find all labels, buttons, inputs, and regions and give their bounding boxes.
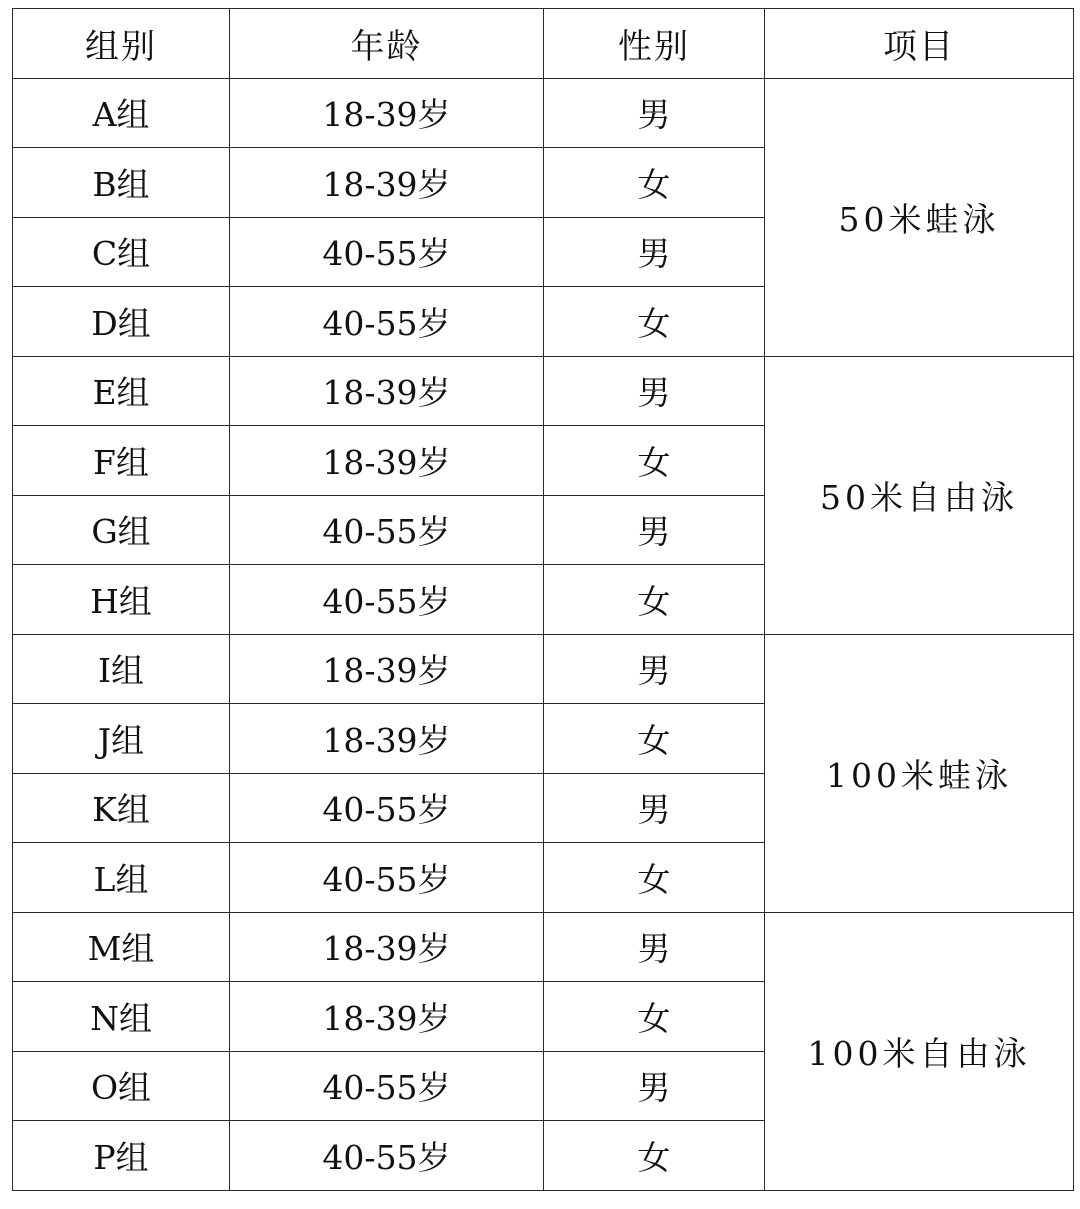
gender-cell: 女 xyxy=(544,565,765,635)
gender-cell: 男 xyxy=(544,634,765,704)
event-cell: 50米自由泳 xyxy=(765,356,1074,634)
event-cell: 100米自由泳 xyxy=(765,912,1074,1190)
gender-cell: 男 xyxy=(544,773,765,843)
gender-cell: 女 xyxy=(544,1121,765,1191)
group-cell: D组 xyxy=(13,287,230,357)
gender-cell: 女 xyxy=(544,704,765,774)
gender-cell: 男 xyxy=(544,356,765,426)
gender-cell: 女 xyxy=(544,148,765,218)
gender-cell: 女 xyxy=(544,843,765,913)
gender-cell: 女 xyxy=(544,287,765,357)
age-cell: 40-55岁 xyxy=(230,287,544,357)
table-row xyxy=(13,912,1074,982)
swim-groups-table xyxy=(12,8,1074,1191)
age-cell: 40-55岁 xyxy=(230,843,544,913)
group-cell: G组 xyxy=(13,495,230,565)
group-cell: N组 xyxy=(13,982,230,1052)
gender-cell: 男 xyxy=(544,1051,765,1121)
age-cell: 40-55岁 xyxy=(230,495,544,565)
group-cell: C组 xyxy=(13,217,230,287)
gender-cell: 女 xyxy=(544,426,765,496)
age-cell: 18-39岁 xyxy=(230,426,544,496)
group-cell: I组 xyxy=(13,634,230,704)
age-cell: 18-39岁 xyxy=(230,912,544,982)
event-cell: 100米蛙泳 xyxy=(765,634,1074,912)
age-cell: 40-55岁 xyxy=(230,1051,544,1121)
group-cell: B组 xyxy=(13,148,230,218)
age-cell: 40-55岁 xyxy=(230,773,544,843)
group-cell: J组 xyxy=(13,704,230,774)
group-cell: O组 xyxy=(13,1051,230,1121)
table-row xyxy=(13,356,1074,426)
group-cell: E组 xyxy=(13,356,230,426)
header-gender: 性别 xyxy=(544,9,765,79)
gender-cell: 男 xyxy=(544,495,765,565)
gender-cell: 男 xyxy=(544,78,765,148)
group-cell: A组 xyxy=(13,78,230,148)
age-cell: 18-39岁 xyxy=(230,982,544,1052)
age-cell: 40-55岁 xyxy=(230,217,544,287)
table-row xyxy=(13,78,1074,148)
age-cell: 40-55岁 xyxy=(230,1121,544,1191)
age-cell: 40-55岁 xyxy=(230,565,544,635)
age-cell: 18-39岁 xyxy=(230,78,544,148)
group-cell: M组 xyxy=(13,912,230,982)
gender-cell: 男 xyxy=(544,217,765,287)
header-row xyxy=(13,9,1074,79)
age-cell: 18-39岁 xyxy=(230,148,544,218)
header-group: 组别 xyxy=(13,9,230,79)
header-age: 年龄 xyxy=(230,9,544,79)
group-cell: K组 xyxy=(13,773,230,843)
event-cell: 50米蛙泳 xyxy=(765,78,1074,356)
group-cell: F组 xyxy=(13,426,230,496)
gender-cell: 男 xyxy=(544,912,765,982)
header-event: 项目 xyxy=(765,9,1074,79)
group-cell: L组 xyxy=(13,843,230,913)
table-row xyxy=(13,634,1074,704)
group-cell: P组 xyxy=(13,1121,230,1191)
age-cell: 18-39岁 xyxy=(230,356,544,426)
age-cell: 18-39岁 xyxy=(230,634,544,704)
group-cell: H组 xyxy=(13,565,230,635)
age-cell: 18-39岁 xyxy=(230,704,544,774)
gender-cell: 女 xyxy=(544,982,765,1052)
